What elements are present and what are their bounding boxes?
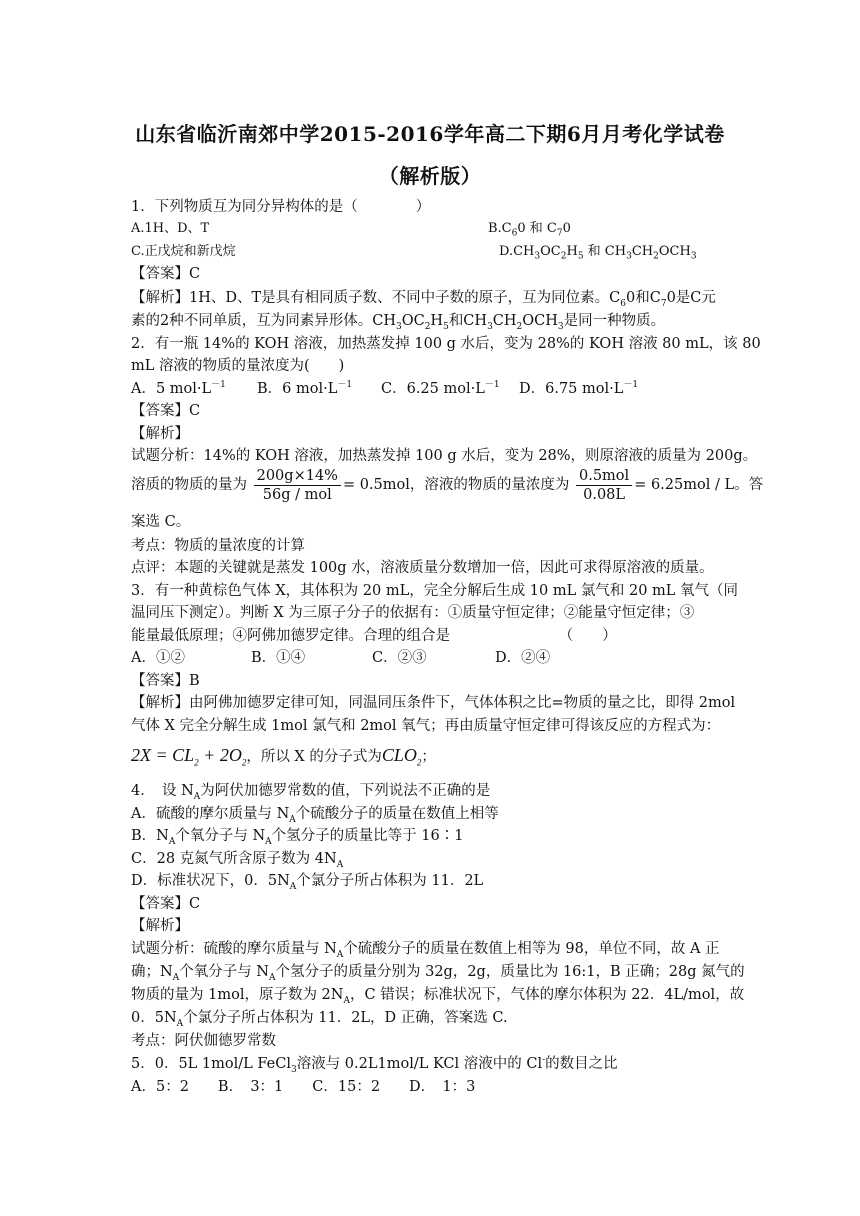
document-subtitle: （解析版）: [378, 164, 482, 188]
q4-answer: 【答案】C: [131, 896, 201, 912]
q4-option-a: A．硫酸的摩尔质量与 $N_A$个硫酸分子的质量在数值上相等: [131, 806, 499, 825]
q1-options-cd: [131, 242, 731, 262]
q3-explanation-line1: 【解析】由阿佛加德罗定律可知，同温同压条件下，气体体积之比=物质的量之比，即得 2mol: [131, 695, 736, 711]
q2-analysis-line1: 试题分析：14%的 KOH 溶液，加热蒸发掉 100 g 水后，变为 28%，则原溶液的质量为 200g。: [131, 448, 758, 464]
q1-explanation-line1: 【解析】1H、D、T是具有相同质子数、不同中子数的原子，互为同位素。$C_60$和$C_70$是C元: [131, 290, 716, 309]
q3-stem-line2: 温同压下测定）。判断 X 为三原子分子的依据有：①质量守恒定律；②能量守恒定律；③: [131, 605, 695, 621]
q4-analysis-label: 【解析】: [131, 918, 189, 934]
q4-option-b: B．$N_A$个氧分子与 $N_A$个氢分子的质量比等于 16∶1: [131, 828, 464, 847]
q2-options: [131, 379, 731, 399]
q5-stem: 5．0．5L 1mol/L FeCl$_3$溶液与 0.2L1mol/L KCl 溶液中的 Cl-的数目之比: [131, 1055, 618, 1075]
q5-options: A．5：2 B． 3：1 C．15：2 D． 1：3: [131, 1079, 476, 1095]
q4-analysis-line3: 物质的量为 1mol，原子数为 $2N_A$，C 错误；标准状况下，气体的摩尔体积为 22．4L/mol，故: [131, 987, 745, 1006]
q4-analysis-line4: 0．$5N_A$个氯分子所占体积为 11．2L，D 正确，答案选 C.: [131, 1010, 508, 1029]
q3-formula: $CLO_2$: [381, 745, 422, 768]
q1-option-b: $B.C_60$ 和 $C_70$: [488, 221, 571, 239]
q2-option-a: A．5 $mol\cdot L^{-1}$: [131, 380, 226, 397]
q3-option-a: A．①②: [131, 650, 185, 666]
q4-analysis-line1: 试题分析：硫酸的摩尔质量与 $N_A$个硫酸分子的质量在数值上相等为 98，单位不同，故 A 正: [131, 941, 720, 960]
q3-answer: 【答案】B: [131, 673, 200, 689]
q3-equation: $2X = CL_2 + 2O_2$: [131, 745, 247, 768]
q2-analysis-line2: 溶质的物质的量为 $\frac{200g\times 14\%}{\text{56g / mol}}$ = 0.5mol，溶液的物质的量浓度为 $\frac{\text{0.5mol}}{0.08L}$ = 6.25mol / L。答: [131, 467, 764, 503]
q4-analysis-line2: 确；$N_A$个氧分子与 $N_A$个氢分子的质量分别为 32g，2g，质量比为 16:1，B 正确；28g 氮气的: [131, 964, 745, 983]
q3-option-c: C．②③: [372, 650, 427, 666]
q2-option-c: C．6.25 $mol\cdot L^{-1}$: [381, 380, 500, 397]
q4-option-c: C．28 克氮气所含原子数为 $4N_A$: [131, 851, 344, 870]
q3-options: [131, 648, 731, 668]
q1-options-ab: [131, 219, 731, 239]
q1-option-c: C.正戊烷和新戊烷: [131, 244, 236, 259]
q1-answer: 【答案】C: [131, 266, 201, 282]
q1-option-d: $D.CH_3OC_2H_5$ 和 $CH_3CH_2OCH_3$: [499, 244, 697, 262]
q2-analysis-label: 【解析】: [131, 426, 189, 442]
q4-stem: 4． 设 $N_A$为阿伏加德罗常数的值，下列说法不正确的是: [131, 783, 491, 802]
q3-stem-line3: 能量最低原理；④阿佛加德罗定律。合理的组合是 （ ）: [131, 628, 617, 644]
q2-fraction-concentration: $\frac{\text{0.5mol}}{0.08L}$: [576, 467, 632, 504]
q3-stem-line1: 3．有一种黄棕色气体 X，其体积为 20 mL，完全分解后生成 10 mL 氯气和 20 mL 氧气（同: [131, 583, 739, 599]
q3-option-b: B．①④: [251, 650, 306, 666]
q2-option-b: B．6 $mol\cdot L^{-1}$: [257, 380, 353, 397]
q3-explanation-line2: 气体 X 完全分解生成 1mol 氯气和 2mol 氧气；再由质量守恒定律可得该反应的方程式为：: [131, 718, 721, 734]
q4-option-d: D．标准状况下，0．$5N_A$个氯分子所占体积为 11．2L: [131, 873, 484, 892]
q2-stem-line2: mL 溶液的物质的量浓度为( ): [131, 358, 345, 374]
q4-kaodian: 考点：阿伏伽德罗常数: [131, 1033, 276, 1049]
q2-analysis-line3: 案选 C。: [131, 514, 191, 530]
q2-stem-line1: 2．有一瓶 14%的 KOH 溶液，加热蒸发掉 100 g 水后，变为 28%的 KOH 溶液 80 mL，该 80: [131, 336, 761, 352]
q2-kaodian: 考点：物质的量浓度的计算: [131, 538, 305, 554]
q1-option-a: A.1H、D、T: [131, 221, 210, 236]
document-title: 山东省临沂南郊中学2015-2016学年高二下期6月月考化学试卷: [135, 122, 725, 146]
q1-explanation-line2: 素的2种不同单质，互为同素异形体。$CH_3OC_2H_5$和$CH_3CH_2OCH_3$是同一种物质。: [131, 313, 666, 332]
q2-dianping: 点评：本题的关键就是蒸发 100g 水，溶液质量分数增加一倍，因此可求得原溶液的质量。: [131, 560, 714, 576]
q2-fraction-moles: $\frac{200g\times 14\%}{\text{56g / mol}}$: [254, 467, 341, 504]
q3-option-d: D．②④: [495, 650, 551, 666]
q1-stem: 1．下列物质互为同分异构体的是（ ）: [131, 199, 431, 215]
q3-equation-line: $2X = CL_2 + 2O_2$，所以 X 的分子式为$CLO_2$；: [131, 745, 436, 768]
q2-option-d: D．6.75 $mol\cdot L^{-1}$: [519, 380, 639, 397]
q2-answer: 【答案】C: [131, 403, 201, 419]
